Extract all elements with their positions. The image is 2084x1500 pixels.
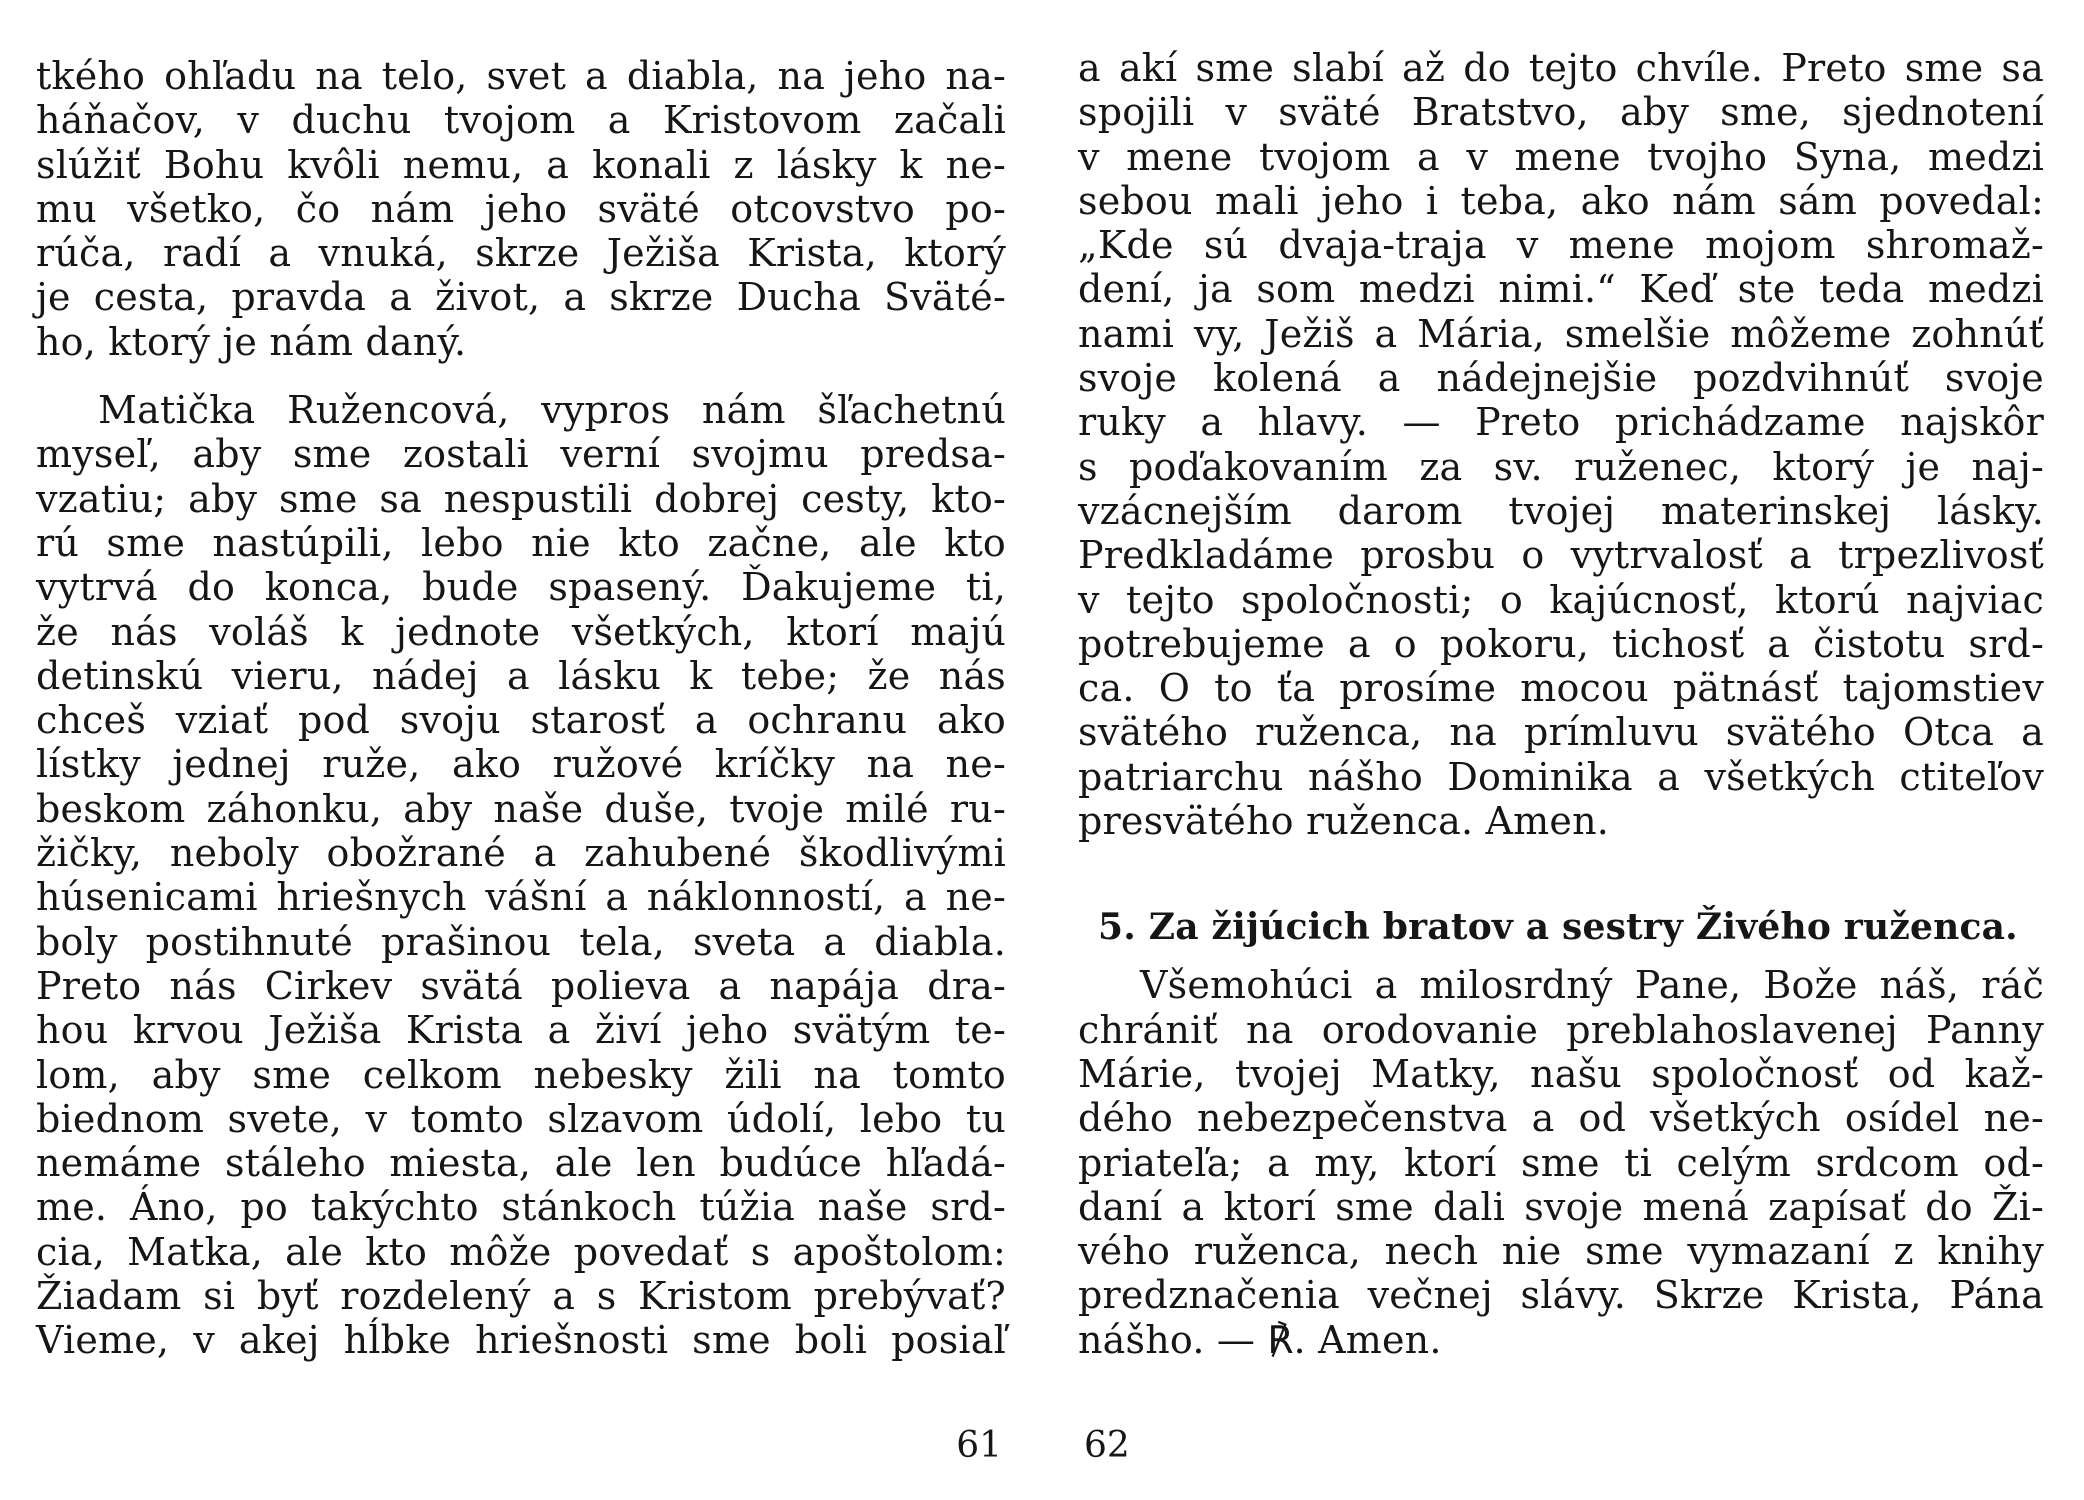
text-line: hou krvou Ježiša Krista a živí jeho svätým te- bbox=[36, 1008, 1006, 1053]
text-line: s poďakovaním za sv. ruženec, ktorý je naj- bbox=[1078, 444, 2044, 489]
text-line: a akí sme slabí až do tejto chvíle. Preto sme sa bbox=[1078, 46, 2044, 90]
right-page-text bbox=[1078, 46, 2044, 1362]
text-line: lom, aby sme celkom nebesky žili na tomto bbox=[36, 1052, 1006, 1097]
text-line: priateľa; a my, ktorí sme ti celým srdcom od- bbox=[1078, 1140, 2044, 1185]
text-line: predznačenia večnej slávy. Skrze Krista, Pána bbox=[1078, 1273, 2044, 1318]
text-line: Predkladáme prosbu o vytrvalosť a trpezlivosť bbox=[1078, 533, 2044, 578]
text-line: nášho. — ℟. Amen. bbox=[1078, 1317, 1442, 1362]
text-line: boly postihnuté prašinou tela, sveta a diabla. bbox=[36, 919, 1006, 964]
text-line: Márie, tvojej Matky, našu spoločnosť od kaž- bbox=[1078, 1051, 2044, 1096]
text-line: tkého ohľadu na telo, svet a diabla, na jeho na- bbox=[36, 54, 1006, 98]
text-line: vého ruženca, nech nie sme vymazaní z knihy bbox=[1078, 1229, 2044, 1274]
text-line: Preto nás Cirkev svätá polieva a napája dra- bbox=[36, 963, 1006, 1008]
text-line: slúžiť Bohu kvôli nemu, a konali z lásky k ne- bbox=[36, 142, 1006, 187]
text-line: me. Áno, po takýchto stánkoch túžia naše srd- bbox=[36, 1185, 1006, 1230]
text-line: Všemohúci a milosrdný Pane, Bože náš, ráč bbox=[1140, 963, 2044, 1008]
paragraph-gap bbox=[36, 364, 1006, 388]
text-line: patriarchu nášho Dominika a všetkých ctiteľov bbox=[1078, 754, 2044, 799]
text-line: biednom svete, v tomto slzavom údolí, lebo tu bbox=[36, 1096, 1006, 1141]
text-line: svätého ruženca, na prímluvu svätého Otca a bbox=[1078, 710, 2044, 755]
page-number: 62 bbox=[1084, 1425, 1130, 1466]
text-line: „Kde sú dvaja-traja v mene mojom shromaž- bbox=[1078, 223, 2044, 268]
text-line: nami vy, Ježiš a Mária, smelšie môžeme zohnúť bbox=[1078, 311, 2044, 356]
text-line: ho, ktorý je nám daný. bbox=[36, 319, 467, 364]
left-page-text bbox=[36, 54, 1006, 1363]
text-line: v tejto spoločnosti; o kajúcnosť, ktorú najviac bbox=[1078, 577, 2044, 622]
paragraph bbox=[36, 388, 1006, 1363]
text-line: cia, Matka, ale kto môže povedať s apoštolom: bbox=[36, 1229, 1006, 1274]
text-line: chceš vziať pod svoju starosť a ochranu ako bbox=[36, 698, 1006, 743]
text-line: Žiadam si byť rozdelený a s Kristom prebývať? bbox=[36, 1274, 1006, 1319]
right-page bbox=[1042, 0, 2084, 1500]
prayer-paragraph bbox=[1078, 963, 2044, 1362]
text-line: beskom záhonku, aby naše duše, tvoje milé ru- bbox=[36, 786, 1006, 831]
text-line: je cesta, pravda a život, a skrze Ducha Sväté- bbox=[36, 275, 1006, 320]
text-line: Vieme, v akej hĺbke hriešnosti sme boli posiaľ bbox=[36, 1318, 1006, 1363]
text-line: vzácnejším darom tvojej materinskej lásky. bbox=[1078, 488, 2044, 533]
page-number: 61 bbox=[956, 1425, 1002, 1466]
text-line: rúča, radí a vnuká, skrze Ježiša Krista, ktorý bbox=[36, 231, 1006, 276]
text-line: háňačov, v duchu tvojom a Kristovom začali bbox=[36, 98, 1006, 143]
paragraph bbox=[1078, 46, 2044, 843]
text-line: spojili v sväté Bratstvo, aby sme, sjednotení bbox=[1078, 90, 2044, 135]
text-line: vzatiu; aby sme sa nespustili dobrej cesty, kto- bbox=[36, 476, 1006, 521]
text-line: presvätého ruženca. Amen. bbox=[1078, 799, 1610, 844]
text-line: rú sme nastúpili, lebo nie kto začne, ale kto bbox=[36, 520, 1006, 565]
text-line: žičky, neboly obožrané a zahubené škodlivými bbox=[36, 831, 1006, 876]
section-heading: 5. Za žijúcich bratov a sestry Živého ruženca. bbox=[1098, 906, 2018, 949]
text-line: že nás voláš k jednote všetkých, ktorí majú bbox=[36, 609, 1006, 654]
text-line: chrániť na orodovanie preblahoslavenej Panny bbox=[1078, 1007, 2044, 1052]
text-line: lístky jednej ruže, ako ružové kríčky na ne- bbox=[36, 742, 1006, 787]
text-line: ca. O to ťa prosíme mocou pätnásť tajomstiev bbox=[1078, 666, 2044, 711]
text-line: v mene tvojom a v mene tvojho Syna, medzi bbox=[1078, 134, 2044, 179]
text-line: myseľ, aby sme zostali verní svojmu predsa- bbox=[36, 432, 1006, 477]
text-line: detinskú vieru, nádej a lásku k tebe; že nás bbox=[36, 653, 1006, 698]
text-line: mu všetko, čo nám jeho sväté otcovstvo po- bbox=[36, 186, 1006, 231]
text-line: húsenicami hriešnych vášní a náklonností, a ne- bbox=[36, 875, 1006, 920]
text-line: svoje kolená a nádejnejšie pozdvihnúť svoje bbox=[1078, 356, 2044, 401]
text-line: vytrvá do konca, bude spasený. Ďakujeme ti, bbox=[36, 565, 1006, 610]
text-line: sebou mali jeho i teba, ako nám sám povedal: bbox=[1078, 178, 2044, 223]
text-line: potrebujeme a o pokoru, tichosť a čistotu srd- bbox=[1078, 621, 2044, 666]
text-line: dého nebezpečenstva a od všetkých osídel ne- bbox=[1078, 1096, 2044, 1141]
paragraph bbox=[36, 54, 1006, 364]
text-line: dení, ja som medzi nimi.“ Keď ste teda medzi bbox=[1078, 267, 2044, 312]
text-line: nemáme stáleho miesta, ale len budúce hľadá- bbox=[36, 1141, 1006, 1186]
text-line: Matička Ružencová, vypros nám šľachetnú bbox=[98, 388, 1006, 433]
text-line: daní a ktorí sme dali svoje mená zapísať do Ži- bbox=[1078, 1184, 2044, 1229]
text-line: ruky a hlavy. — Preto prichádzame najskôr bbox=[1078, 400, 2044, 445]
